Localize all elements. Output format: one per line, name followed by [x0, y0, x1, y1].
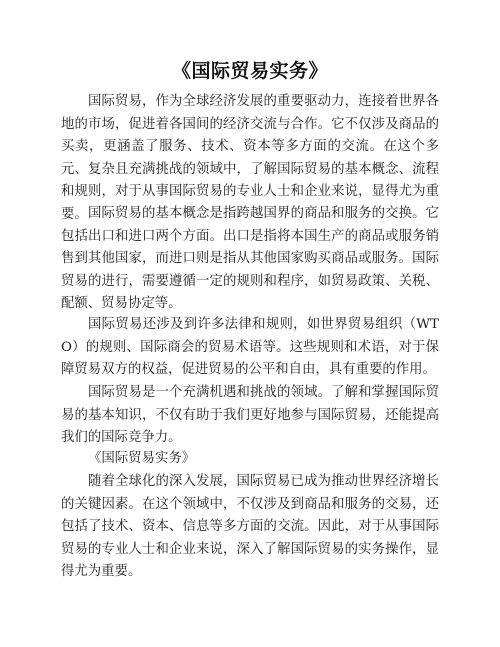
paragraph-3: 国际贸易还涉及到许多法律和规则，如世界贸易组织（WTO）的规则、国际商会的贸易术语等。这些规则和术语，对于保障贸易双方的权益，促进贸易的公平和自由，具有重要的作用。: [61, 317, 439, 377]
paragraph-4: 国际贸易是一个充满机遇和挑战的领域。了解和掌握国际贸易的基本知识，不仅有助于我们更好地参与国际贸易，还能提高我们的国际竞争力。: [61, 385, 439, 445]
document-title: 《国际贸易实务》: [171, 60, 328, 82]
section-subheading: 《国际贸易实务》: [88, 451, 196, 466]
paragraph-1: 国际贸易，作为全球经济发展的重要驱动力，连接着世界各地的市场，促进着各国间的经济交流与合作。它不仅涉及商品的买卖，更涵盖了服务、技术、资本等多方面的交流。在这个多元、复杂且充满挑战的领域中，了解国际贸易的基本概念、流程和规则，对于从事国际贸易的专业人士和企业来说，显得尤为重要。: [61, 94, 439, 222]
paragraph-5: 随着全球化的深入发展，国际贸易已成为推动世界经济增长的关键因素。在这个领域中，不仅涉及到商品和服务的交易，还包括了技术、资本、信息等多方面的交流。因此，对于从事国际贸易的专业人士和企业来说，深入了解国际贸易的实务操作，显得尤为重要。: [61, 474, 439, 579]
paragraph-2: 国际贸易的基本概念是指跨越国界的商品和服务的交换。它包括出口和进口两个方面。出口是指将本国生产的商品或服务销售到其他国家，而进口则是指从其他国家购买商品或服务。国际贸易的进行，需要遵循一定的规则和程序，如贸易政策、关税、配额、贸易协定等。: [61, 206, 439, 311]
